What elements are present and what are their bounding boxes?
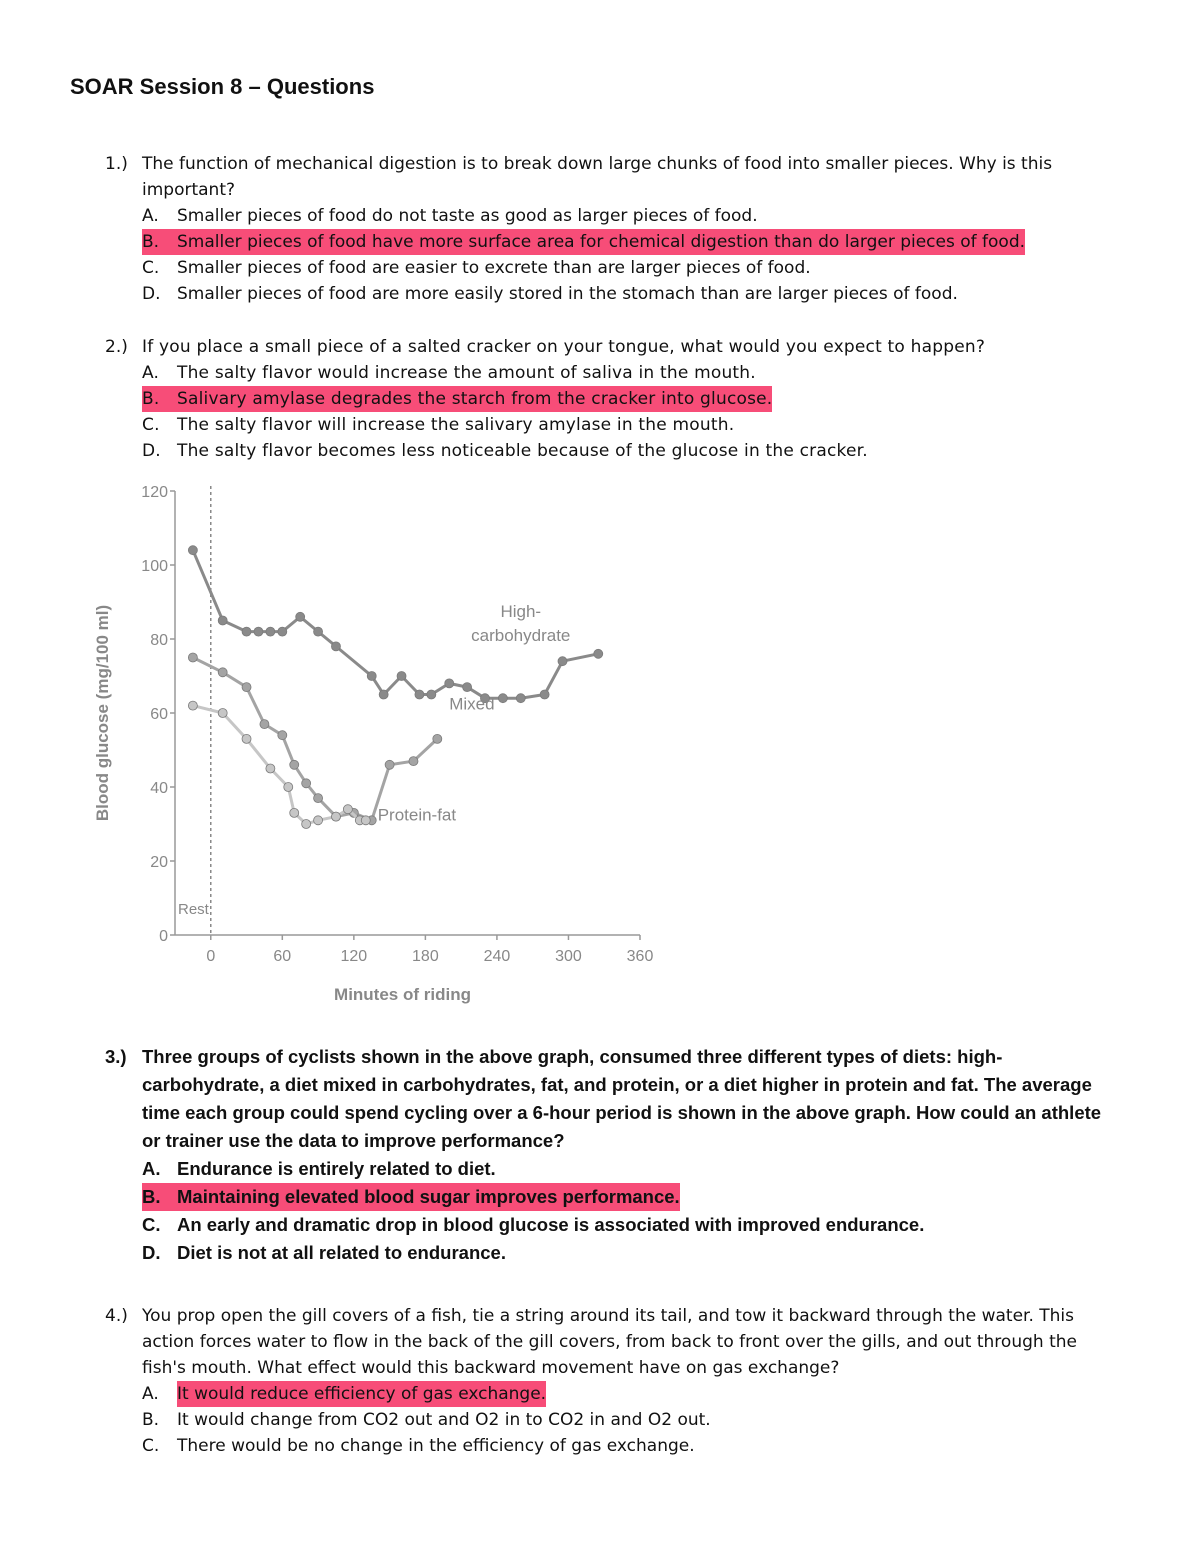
x-tick-label: 300 bbox=[555, 948, 582, 965]
series-label: Protein-fat bbox=[377, 805, 457, 825]
data-point bbox=[314, 816, 323, 825]
question-text: The function of mechanical digestion is to break down large chunks of food into smaller pieces. Why is this important? bbox=[142, 154, 1053, 200]
data-point bbox=[290, 808, 299, 817]
x-tick-label: 360 bbox=[626, 948, 654, 965]
y-axis-label: Blood glucose (mg/100 ml) bbox=[93, 604, 112, 822]
question-text: Three groups of cyclists shown in the above graph, consumed three different types of diets: high-carbohydrate, a diet mixed in carbohydrates, fat, and protein, or a diet higher in protein and fat. The average time each group could spend cycling over a 6-hour period is shown in the above graph. How could an athlete or trainer use the data to improve performance? bbox=[142, 1046, 1102, 1151]
question-text: You prop open the gill covers of a fish, tie a string around its tail, and tow it backward through the water. This action forces water to flow in the back of the gill covers, from back to front over the gills, and out through the fish's mouth. What effect would this backward movement have on gas exchange? bbox=[142, 1306, 1077, 1378]
answer-option-d: D. The salty flavor becomes less noticeable because of the glucose in the cracker. bbox=[142, 441, 868, 461]
data-point bbox=[427, 690, 436, 699]
answer-option-a: A. The salty flavor would increase the amount of saliva in the mouth. bbox=[142, 363, 756, 383]
data-point bbox=[260, 720, 269, 729]
data-point bbox=[463, 683, 472, 692]
data-point bbox=[385, 760, 394, 769]
data-point bbox=[331, 812, 340, 821]
data-point bbox=[379, 690, 388, 699]
data-point bbox=[540, 690, 549, 699]
data-point bbox=[218, 668, 227, 677]
rest-label: Rest bbox=[178, 901, 209, 918]
answer-option-d: D. Smaller pieces of food are more easily stored in the stomach than are larger pieces of food. bbox=[142, 284, 958, 304]
question-4 bbox=[105, 1303, 1115, 1459]
question-number: 2.) bbox=[105, 337, 128, 357]
answer-option-a-highlighted: A. It would reduce efficiency of gas exchange. bbox=[142, 1381, 1115, 1407]
data-point bbox=[290, 760, 299, 769]
data-point bbox=[594, 649, 603, 658]
y-tick-label: 100 bbox=[141, 558, 168, 575]
answer-option-a: A. Endurance is entirely related to diet. bbox=[142, 1158, 496, 1179]
page-title: SOAR Session 8 – Questions bbox=[70, 74, 375, 99]
answer-option-c: C. There would be no change in the efficiency of gas exchange. bbox=[142, 1436, 695, 1456]
y-tick-label: 20 bbox=[150, 854, 168, 871]
data-point bbox=[188, 701, 197, 710]
data-point bbox=[242, 734, 251, 743]
data-point bbox=[278, 627, 287, 636]
answer-options bbox=[142, 1381, 1115, 1459]
question-1 bbox=[105, 151, 1115, 307]
series-line-protein-fat bbox=[193, 706, 366, 824]
data-point bbox=[284, 783, 293, 792]
answer-options bbox=[142, 1155, 1115, 1267]
answer-option-b-highlighted: B. Maintaining elevated blood sugar improves performance. bbox=[142, 1183, 1115, 1211]
answer-option-b-highlighted: B. Smaller pieces of food have more surface area for chemical digestion than do larger pieces of food. bbox=[142, 229, 1115, 255]
data-point bbox=[296, 612, 305, 621]
data-point bbox=[266, 764, 275, 773]
data-point bbox=[445, 679, 454, 688]
series-label: High- bbox=[500, 601, 542, 621]
data-point bbox=[302, 820, 311, 829]
answer-option-c: C. Smaller pieces of food are easier to excrete than are larger pieces of food. bbox=[142, 258, 811, 278]
question-number: 3.) bbox=[105, 1046, 127, 1067]
data-point bbox=[218, 616, 227, 625]
data-point bbox=[314, 627, 323, 636]
data-point bbox=[331, 642, 340, 651]
data-point bbox=[409, 757, 418, 766]
data-point bbox=[367, 672, 376, 681]
x-tick-label: 180 bbox=[412, 948, 439, 965]
data-point bbox=[242, 627, 251, 636]
data-point bbox=[397, 672, 406, 681]
data-point bbox=[498, 694, 507, 703]
question-3 bbox=[105, 1043, 1115, 1267]
data-point bbox=[433, 734, 442, 743]
series-label: Mixed bbox=[449, 694, 495, 714]
question-text: If you place a small piece of a salted cracker on your tongue, what would you expect to happen? bbox=[142, 337, 986, 357]
answer-option-b-highlighted: B. Salivary amylase degrades the starch from the cracker into glucose. bbox=[142, 386, 1115, 412]
data-point bbox=[361, 816, 370, 825]
answer-options bbox=[142, 203, 1115, 307]
y-tick-label: 40 bbox=[150, 780, 168, 797]
answer-option-b: B. It would change from CO2 out and O2 in to CO2 in and O2 out. bbox=[142, 1410, 711, 1430]
data-point bbox=[314, 794, 323, 803]
answer-options bbox=[142, 360, 1115, 464]
y-tick-label: 80 bbox=[150, 632, 168, 649]
data-point bbox=[188, 653, 197, 662]
data-point bbox=[415, 690, 424, 699]
data-point bbox=[188, 546, 197, 555]
data-point bbox=[516, 694, 525, 703]
answer-option-c: C. The salty flavor will increase the salivary amylase in the mouth. bbox=[142, 415, 735, 435]
y-tick-label: 0 bbox=[159, 928, 168, 945]
x-tick-label: 240 bbox=[483, 948, 511, 965]
answer-option-d: D. Diet is not at all related to endurance. bbox=[142, 1242, 506, 1263]
data-point bbox=[242, 683, 251, 692]
data-point bbox=[343, 805, 352, 814]
answer-option-c: C. An early and dramatic drop in blood glucose is associated with improved endurance. bbox=[142, 1214, 925, 1235]
data-point bbox=[266, 627, 275, 636]
question-2 bbox=[105, 334, 1115, 464]
y-tick-label: 60 bbox=[150, 706, 168, 723]
blood-glucose-chart bbox=[80, 478, 680, 1013]
x-tick-label: 0 bbox=[206, 948, 216, 965]
x-tick-label: 120 bbox=[340, 948, 368, 965]
data-point bbox=[302, 779, 311, 788]
series-line-high-carbohydrate bbox=[193, 550, 598, 698]
answer-option-a: A. Smaller pieces of food do not taste as good as larger pieces of food. bbox=[142, 206, 758, 226]
question-number: 4.) bbox=[105, 1306, 128, 1326]
data-point bbox=[558, 657, 567, 666]
data-point bbox=[218, 709, 227, 718]
data-point bbox=[254, 627, 263, 636]
y-tick-label: 120 bbox=[141, 484, 168, 501]
question-number: 1.) bbox=[105, 154, 128, 174]
data-point bbox=[278, 731, 287, 740]
x-axis-label: Minutes of riding bbox=[334, 985, 471, 1004]
x-tick-label: 60 bbox=[273, 948, 292, 965]
series-label: carbohydrate bbox=[471, 625, 571, 645]
